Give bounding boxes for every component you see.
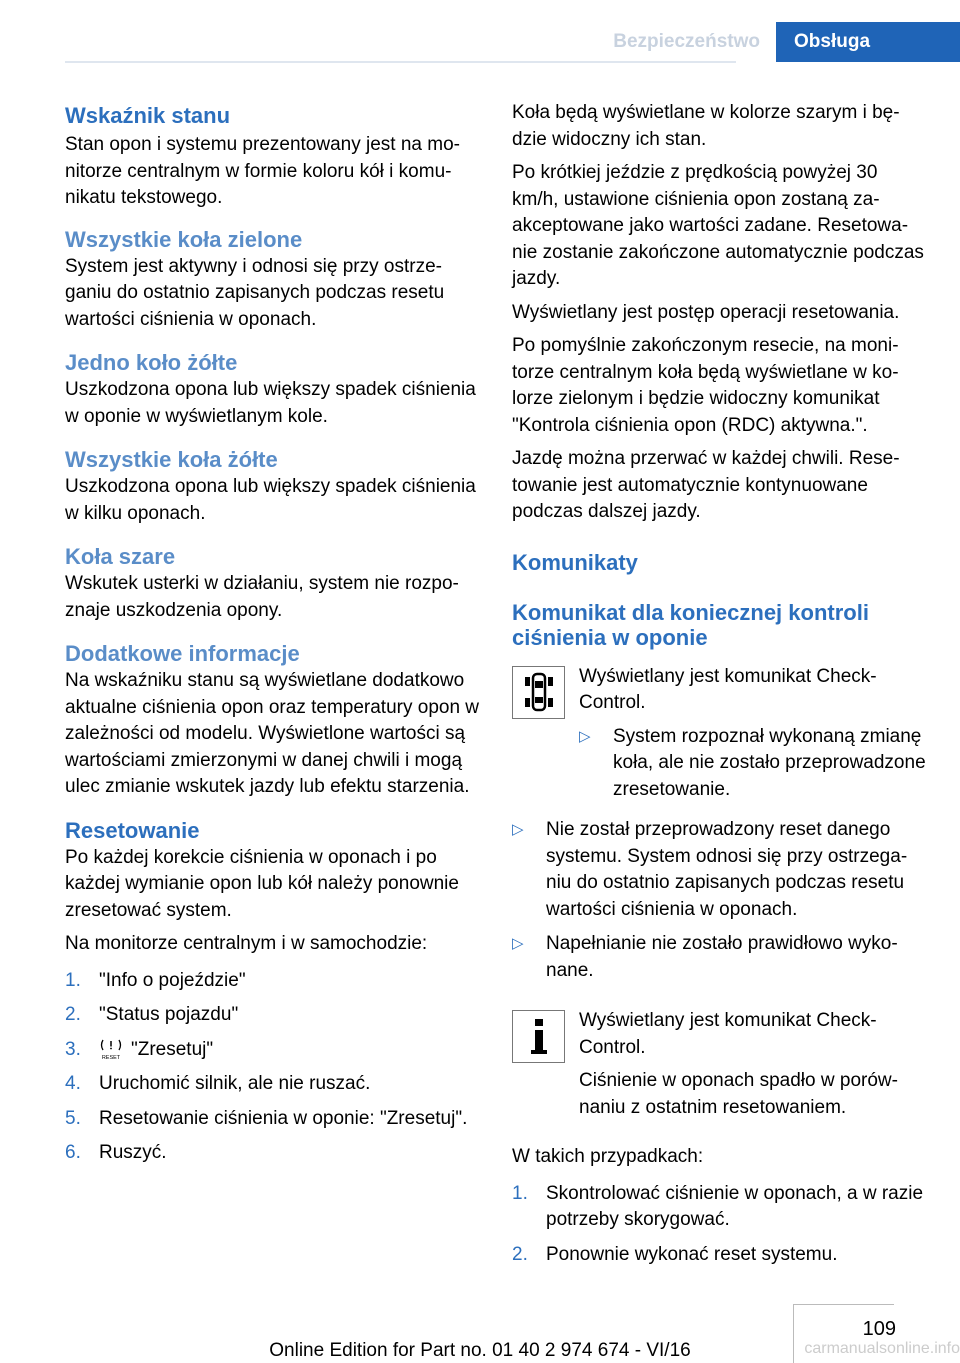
list-item	[512, 931, 926, 984]
action-steps-list	[512, 1181, 926, 1269]
tire-pressure-car-icon	[512, 666, 565, 719]
list-text: System rozpoznał wykonaną zmianę koła, ale nie zostało przeprowadzone zresetowanie.	[613, 725, 926, 800]
heading-dodatkowe-informacje: Dodatkowe informacje	[65, 641, 300, 666]
paragraph: Uszkodzona opona lub większy spadek ciśnienia w kilku oponach.	[65, 476, 476, 524]
list-number: 2.	[512, 1243, 528, 1265]
list-item	[512, 1181, 926, 1234]
paragraph: Wyświetlany jest postęp operacji resetowania.	[512, 301, 900, 323]
list-text: Resetowanie ciśnienia w oponie: "Zresetuj".	[99, 1107, 468, 1129]
paragraph: W takich przypadkach:	[512, 1146, 704, 1167]
list-item	[65, 1002, 481, 1029]
bullet-triangle-icon: ▷	[512, 821, 524, 838]
paragraph: Stan opon i systemu prezentowany jest na monitorze centralnym w formie koloru kół i komunikatu tekstowego.	[65, 134, 460, 208]
paragraph: Wyświetlany jest komunikat Check-Control.	[579, 1010, 877, 1058]
heading-wskaznik-stanu: Wskaźnik stanu	[65, 103, 231, 128]
list-item	[579, 724, 926, 804]
heading-jedno-kolo-zolte: Jedno koło żółte	[65, 350, 238, 375]
heading-resetowanie: Resetowanie	[65, 817, 200, 843]
tab-obsluga[interactable]: Obsługa	[776, 22, 960, 62]
heading-kola-szare: Koła szare	[65, 544, 176, 569]
list-item	[65, 1037, 481, 1064]
page-number: 109	[862, 1318, 896, 1340]
paragraph: Uszkodzona opona lub większy spadek ciśnienia w oponie w wyświetlanym kole.	[65, 379, 476, 427]
paragraph: Wyświetlany jest komunikat Check-Control.	[579, 665, 877, 713]
list-text: "Zresetuj"	[131, 1038, 214, 1060]
watermark: carmanualsonline.info	[804, 1340, 960, 1357]
list-text: Nie został przeprowadzony reset danego systemu. System odnosi się przy ostrzeganiu do ostatnio zapisanych podczas resetu wartości ciśnienia w oponach.	[546, 819, 908, 920]
info-icon	[512, 1010, 565, 1063]
heading-komunikat-kontroli: Komunikat dla koniecznej kontroli ciśnienia w oponie	[512, 599, 869, 650]
paragraph: Po każdej korekcie ciśnienia w oponach i po każdej wymianie opon lub kół należy ponownie zresetować system.	[65, 846, 459, 921]
bullet-triangle-icon: ▷	[512, 935, 524, 952]
paragraph: Po pomyślnie zakończonym resecie, na monitorze centralnym koła będą wyświetlane w kolorze zielonym i będzie widoczny komunikat "Kontrola ciśnienia opon (RDC) aktywna.".	[512, 335, 899, 436]
list-number: 1.	[512, 1182, 528, 1204]
list-text: "Status pojazdu"	[99, 1004, 239, 1025]
list-text: Ruszyć.	[99, 1142, 167, 1163]
tire-reset-icon	[99, 1038, 123, 1060]
list-item	[65, 968, 481, 995]
heading-wszystkie-kola-zolte: Wszystkie koła żółte	[65, 447, 278, 472]
check-control-message-1	[512, 664, 926, 812]
list-number: 2.	[65, 1004, 81, 1025]
header-divider	[65, 61, 736, 63]
list-number: 5.	[65, 1107, 81, 1129]
heading-komunikaty: Komunikaty	[512, 549, 638, 575]
header-tabs	[597, 22, 960, 62]
paragraph: Na wskaźniku stanu są wyświetlane dodatkowo aktualne ciśnienia opon oraz temperatury opon w zależności od modelu. Wyświetlone wartości są wartościami zmierzonymi w danej chwili i mogą ulec zmianie wskutek jazdy lub efektu starzenia.	[65, 670, 480, 797]
list-number: 6.	[65, 1142, 81, 1163]
list-number: 3.	[65, 1038, 81, 1060]
paragraph: Po krótkiej jeździe z prędkością powyżej 30 km/h, ustawione ciśnienia opon zostaną zaakceptowane jako wartości zadane. Resetowanie zostanie zakończone automatycznie podczas jazdy.	[512, 162, 924, 289]
left-column	[65, 100, 481, 1175]
paragraph: Jazdę można przerwać w każdej chwili. Resetowanie jest automatycznie kontynuowane podczas dalszej jazdy.	[512, 448, 900, 522]
paragraph: System jest aktywny i odnosi się przy ostrzeganiu do ostatnio zapisanych podczas resetu wartości ciśnienia w oponach.	[65, 255, 445, 330]
list-text: Napełnianie nie zostało prawidłowo wykonane.	[546, 933, 898, 981]
bullet-triangle-icon: ▷	[579, 727, 591, 745]
list-item	[65, 1140, 481, 1167]
list-item	[512, 817, 926, 923]
list-text: Uruchomić silnik, ale nie ruszać.	[99, 1073, 371, 1094]
paragraph: Wskutek usterki w działaniu, system nie rozpoznaje uszkodzenia opony.	[65, 573, 459, 621]
list-number: 4.	[65, 1073, 81, 1094]
list-item	[512, 1242, 926, 1269]
list-item	[65, 1106, 481, 1133]
footer-edition: Online Edition for Part no. 01 40 2 974 674 - VI/16	[269, 1340, 691, 1361]
paragraph: Ciśnienie w oponach spadło w porównaniu z ostatnim resetowaniem.	[579, 1070, 898, 1118]
paragraph: Na monitorze centralnym i w samochodzie:	[65, 933, 428, 954]
list-text: Ponownie wykonać reset systemu.	[546, 1243, 838, 1265]
reset-steps-list	[65, 968, 481, 1167]
tab-bezpieczenstwo[interactable]: Bezpieczeństwo	[597, 22, 776, 62]
reset-icon-label: RESET	[101, 1055, 121, 1061]
heading-wszystkie-kola-zielone: Wszystkie koła zielone	[65, 226, 303, 252]
list-text: Skontrolować ciśnienie w oponach, a w razie potrzeby skorygować.	[546, 1182, 924, 1230]
right-column	[512, 100, 926, 1276]
list-text-wrap	[99, 1037, 481, 1064]
list-number: 1.	[65, 969, 81, 991]
check-control-message-2	[512, 1008, 926, 1128]
list-item	[65, 1071, 481, 1098]
list-text: "Info o pojeździe"	[99, 969, 246, 991]
paragraph: Koła będą wyświetlane w kolorze szarym i będzie widoczny ich stan.	[512, 102, 900, 150]
